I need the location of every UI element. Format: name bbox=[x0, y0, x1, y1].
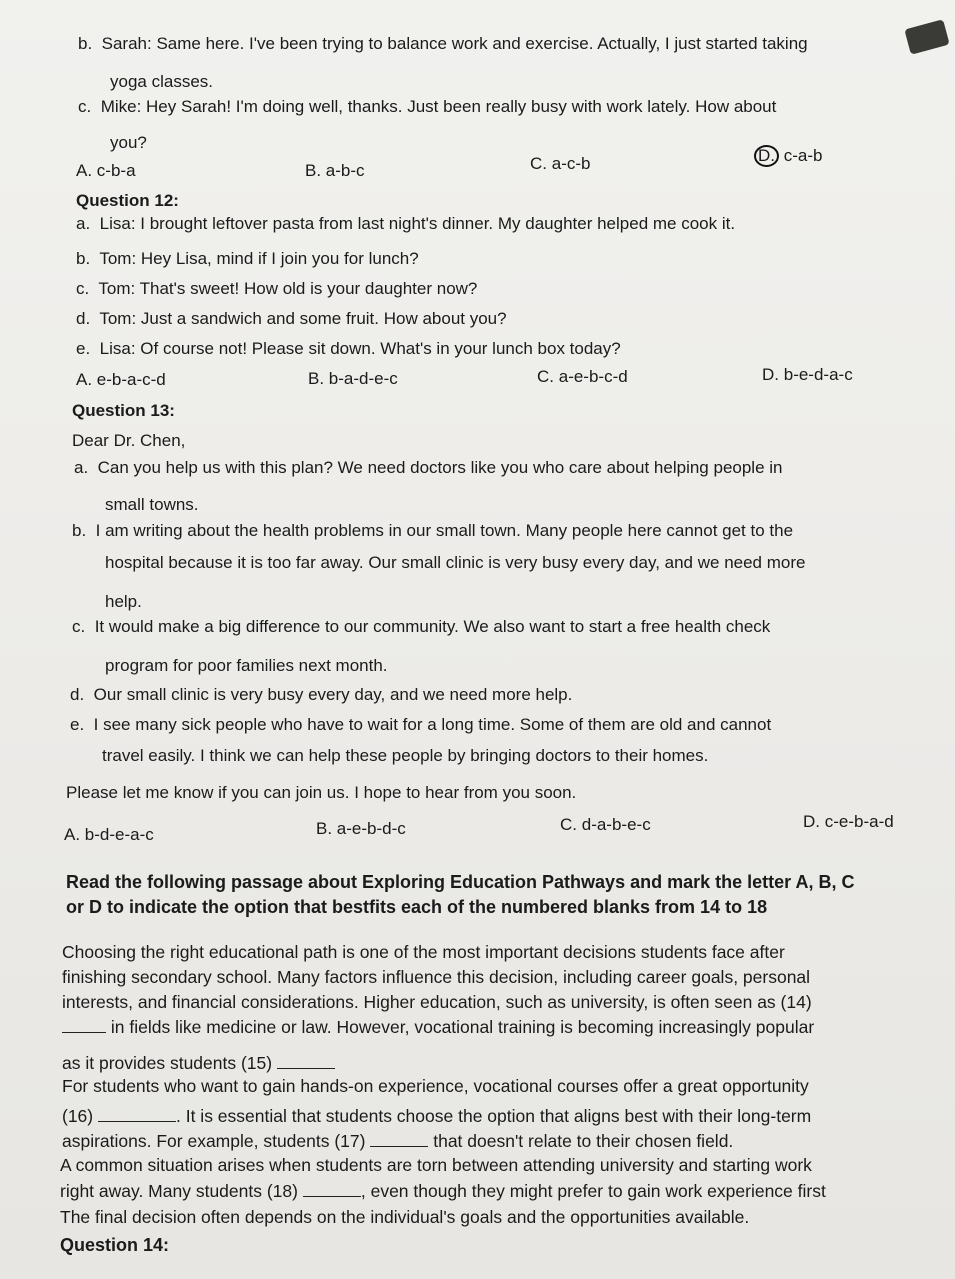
item-text: Lisa: I brought leftover pasta from last night's dinner. My daughter helped me cook it. bbox=[99, 214, 736, 233]
passage-text: as it provides students (15) bbox=[62, 1053, 273, 1073]
option-value: b-a-d-e-c bbox=[328, 369, 398, 388]
q13-line-c bbox=[72, 616, 770, 638]
option-value: c-e-b-a-d bbox=[824, 812, 894, 831]
passage-text: in fields like medicine or law. However, vocational training is becoming increasingly popular bbox=[110, 1017, 815, 1037]
letter-closing: Please let me know if you can join us. I hope to hear from you soon. bbox=[66, 783, 577, 802]
item-text: I see many sick people who have to wait for a long time. Some of them are old and cannot bbox=[93, 715, 772, 734]
q13-line-e bbox=[70, 714, 771, 736]
item-label: b. bbox=[72, 521, 87, 540]
q11-option-c[interactable] bbox=[530, 153, 590, 175]
option-value: e-b-a-c-d bbox=[96, 370, 166, 389]
option-letter: C. bbox=[530, 154, 547, 173]
q12-option-d[interactable] bbox=[762, 364, 853, 386]
q13-line-b-cont: hospital because it is too far away. Our small clinic is very busy every day, and we need more bbox=[105, 553, 806, 572]
passage-line: Choosing the right educational path is one of the most important decisions students face after bbox=[62, 942, 785, 962]
q12-line-d bbox=[76, 308, 507, 330]
passage-line bbox=[60, 1180, 826, 1202]
q13-option-a[interactable] bbox=[64, 824, 154, 846]
q13-option-b[interactable] bbox=[316, 818, 406, 840]
blank-18[interactable] bbox=[303, 1182, 361, 1197]
option-value: c-b-a bbox=[96, 161, 136, 180]
item-text: Sarah: Same here. I've been trying to balance work and exercise. Actually, I just started taking bbox=[101, 34, 808, 53]
item-text: It would make a big difference to our community. We also want to start a free health check bbox=[94, 617, 771, 636]
passage-line: A common situation arises when students are torn between attending university and starting work bbox=[60, 1155, 812, 1175]
q12-title: Question 12: bbox=[76, 191, 179, 210]
photo-corner-shadow bbox=[904, 19, 949, 54]
option-value: a-e-b-c-d bbox=[558, 367, 628, 386]
option-letter: A. bbox=[76, 161, 93, 180]
option-value: a-c-b bbox=[551, 154, 591, 173]
blank-14[interactable] bbox=[62, 1018, 106, 1033]
item-text: Can you help us with this plan? We need doctors like you who care about helping people in bbox=[97, 458, 783, 477]
q13-line-e-cont: travel easily. I think we can help these people by bringing doctors to their homes. bbox=[102, 746, 709, 765]
item-text: Lisa: Of course not! Please sit down. What's in your lunch box today? bbox=[99, 339, 621, 358]
passage-text: right away. Many students (18) bbox=[60, 1181, 298, 1201]
q13-line-b-cont2: help. bbox=[105, 592, 142, 611]
item-text: Our small clinic is very busy every day, and we need more help. bbox=[93, 685, 573, 704]
q11-line-c bbox=[78, 96, 776, 118]
q13-line-a-cont: small towns. bbox=[105, 495, 199, 514]
option-value: a-e-b-d-c bbox=[336, 819, 406, 838]
item-label: a. bbox=[76, 214, 91, 233]
blank-15[interactable] bbox=[277, 1054, 335, 1069]
q13-line-d bbox=[70, 684, 572, 706]
q13-line-b bbox=[72, 520, 793, 542]
option-letter: D. bbox=[758, 146, 775, 165]
option-letter: B. bbox=[316, 819, 333, 838]
option-value: b-e-d-a-c bbox=[783, 365, 853, 384]
q11-option-b[interactable] bbox=[305, 160, 365, 182]
q12-line-c bbox=[76, 278, 477, 300]
option-value: c-a-b bbox=[783, 146, 823, 165]
q13-option-c[interactable] bbox=[560, 814, 651, 836]
option-letter: A. bbox=[64, 825, 81, 844]
item-text: Tom: Just a sandwich and some fruit. How about you? bbox=[99, 309, 507, 328]
q11-line-b bbox=[78, 33, 808, 55]
q12-line-b bbox=[76, 248, 419, 270]
q13-line-c-cont: program for poor families next month. bbox=[105, 656, 388, 675]
option-value: d-a-b-e-c bbox=[581, 815, 651, 834]
passage-line bbox=[62, 1105, 811, 1127]
q13-option-d[interactable] bbox=[803, 811, 894, 833]
q12-option-c[interactable] bbox=[537, 366, 628, 388]
passage-line: For students who want to gain hands-on experience, vocational courses offer a great opportunity bbox=[62, 1076, 809, 1096]
q12-option-a[interactable] bbox=[76, 369, 166, 391]
q12-line-a bbox=[76, 213, 735, 235]
option-letter: C. bbox=[560, 815, 577, 834]
q13-title: Question 13: bbox=[72, 401, 175, 420]
option-letter: B. bbox=[308, 369, 325, 388]
item-label: c. bbox=[76, 279, 90, 298]
option-letter: A. bbox=[76, 370, 93, 389]
passage-line bbox=[62, 1016, 814, 1038]
item-label: c. bbox=[78, 97, 92, 116]
option-letter: B. bbox=[305, 161, 322, 180]
passage-text: that doesn't relate to their chosen field. bbox=[433, 1131, 734, 1151]
passage-line bbox=[62, 1052, 335, 1074]
q14-title: Question 14: bbox=[60, 1235, 170, 1255]
option-value: b-d-e-a-c bbox=[84, 825, 154, 844]
item-label: b. bbox=[78, 34, 93, 53]
q11-option-a[interactable] bbox=[76, 160, 136, 182]
q12-option-b[interactable] bbox=[308, 368, 398, 390]
passage-line: The final decision often depends on the individual's goals and the opportunities available. bbox=[60, 1207, 750, 1227]
item-text: I am writing about the health problems in our small town. Many people here cannot get to the bbox=[95, 521, 794, 540]
instruction-line-1: Read the following passage about Exploring Education Pathways and mark the letter A, B, C bbox=[66, 872, 855, 892]
item-label: d. bbox=[76, 309, 91, 328]
passage-text: . It is essential that students choose the option that aligns best with their long-term bbox=[176, 1106, 812, 1126]
answer-circle-mark bbox=[754, 145, 779, 167]
item-label: e. bbox=[70, 715, 85, 734]
passage-line: finishing secondary school. Many factors influence this decision, including career goals, personal bbox=[62, 967, 811, 987]
q11-line-c-cont: you? bbox=[110, 133, 147, 152]
option-letter: C. bbox=[537, 367, 554, 386]
q11-line-b-cont: yoga classes. bbox=[110, 72, 213, 91]
passage-line: interests, and financial considerations. Higher education, such as university, is often seen as (14) bbox=[62, 992, 812, 1012]
item-text: Tom: That's sweet! How old is your daughter now? bbox=[98, 279, 478, 298]
item-label: d. bbox=[70, 685, 85, 704]
blank-16[interactable] bbox=[98, 1107, 176, 1122]
blank-17[interactable] bbox=[370, 1132, 428, 1147]
passage-line bbox=[62, 1130, 733, 1152]
passage-text: (16) bbox=[62, 1106, 94, 1126]
item-label: e. bbox=[76, 339, 91, 358]
letter-greeting: Dear Dr. Chen, bbox=[72, 431, 186, 450]
item-label: c. bbox=[72, 617, 86, 636]
option-value: a-b-c bbox=[325, 161, 365, 180]
item-label: a. bbox=[74, 458, 89, 477]
q13-line-a bbox=[74, 457, 783, 479]
instruction-line-2: or D to indicate the option that bestfits each of the numbered blanks from 14 to 18 bbox=[66, 897, 768, 917]
option-letter: D. bbox=[762, 365, 779, 384]
item-text: Tom: Hey Lisa, mind if I join you for lunch? bbox=[99, 249, 419, 268]
option-letter: D. bbox=[803, 812, 820, 831]
q11-option-d[interactable] bbox=[754, 145, 822, 167]
q12-line-e bbox=[76, 338, 621, 360]
item-text: Mike: Hey Sarah! I'm doing well, thanks. Just been really busy with work lately. How about bbox=[100, 97, 777, 116]
item-label: b. bbox=[76, 249, 91, 268]
passage-text: aspirations. For example, students (17) bbox=[62, 1131, 366, 1151]
passage-text: , even though they might prefer to gain work experience first bbox=[360, 1181, 826, 1201]
